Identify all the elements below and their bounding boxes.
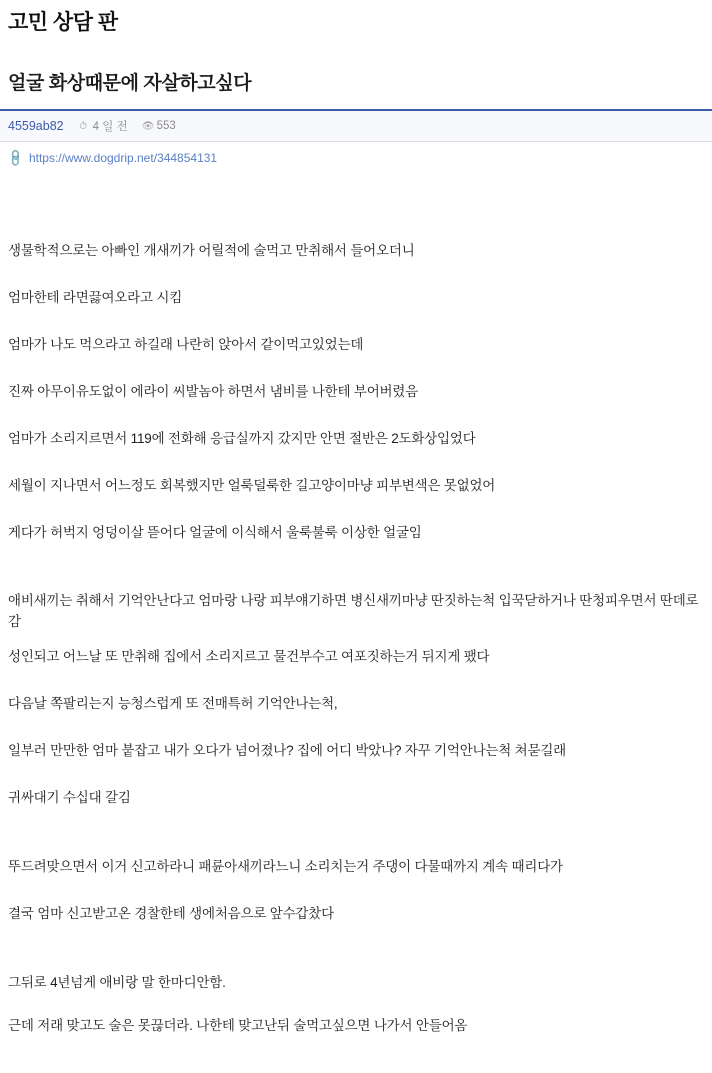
view-count: [142, 120, 176, 132]
post-paragraph: 일부러 만만한 엄마 붙잡고 내가 오다가 넘어졌나? 집에 어디 박았나? 자꾸 기억안나는척 쳐묻길래: [8, 743, 567, 759]
link-icon: 🔗: [5, 147, 26, 169]
post-time-label: 4 일 전: [92, 121, 128, 133]
author-name[interactable]: 4559ab82: [8, 119, 64, 133]
view-count-label: 553: [156, 120, 176, 132]
post-paragraph: 진짜 아무이유도없이 에라이 씨발놈아 하면서 냄비를 나한테 부어버렸음: [8, 383, 419, 399]
post-meta-bar: [0, 109, 712, 142]
page-title: 얼굴 화상때문에 자살하고싶다: [8, 73, 252, 94]
post-paragraph: 엄마가 소리지르면서 119에 전화해 응급실까지 갔지만 안면 절반은 2도화상입었다: [8, 430, 476, 446]
post-paragraph: 세월이 지나면서 어느정도 회복했지만 얼룩덜룩한 길고양이마냥 피부변색은 못없었어: [8, 477, 496, 493]
post-paragraph: 그뒤로 4년넘게 애비랑 말 한마디안함.: [8, 974, 226, 990]
post-paragraph: 결국 엄마 신고받고온 경찰한테 생에처음으로 앞수갑찼다: [8, 905, 334, 921]
clock-icon: ⏱: [79, 120, 88, 132]
post-body: [0, 169, 712, 1073]
post-paragraph: 엄마가 나도 먹으라고 하길래 나란히 앉아서 같이먹고있었는데: [8, 336, 364, 352]
post-paragraph: 애비새끼는 취해서 기억안난다고 엄마랑 나랑 피부얘기하면 병신새끼마냥 딴짓하는척 입꾹닫하거나 딴청피우면서 딴데로 감: [8, 593, 699, 630]
post-time: [78, 118, 128, 134]
post-paragraph: 성인되고 어느날 또 만취해 집에서 소리지르고 물건부수고 여포짓하는거 뒤지게 팼다: [8, 649, 490, 665]
post-paragraph: 근데 저래 맞고도 술은 못끊더라. 나한테 맞고난뒤 술먹고싶으면 나가서 안들어옴: [8, 1017, 468, 1033]
post-paragraph: 생물학적으로는 아빠인 개새끼가 어릴적에 술먹고 만취해서 들어오더니: [8, 243, 415, 258]
post-paragraph: 다음날 쪽팔리는지 능청스럽게 또 전매특허 기억안나는척,: [8, 696, 338, 712]
post-paragraph: 뚜드려맞으면서 이거 신고하라니 패륜아새끼라느니 소리치는거 주댕이 다물때까지 계속 때리다가: [8, 858, 563, 874]
post-paragraph: 엄마한테 라면끓여오라고 시킴: [8, 289, 183, 305]
eye-icon: 👁: [141, 120, 155, 132]
post-link-row: [0, 142, 712, 169]
board-title: 고민 상담 판: [8, 11, 118, 34]
post-paragraph: 귀싸대기 수십대 갈김: [8, 790, 131, 806]
post-paragraph: 게다가 허벅지 엉덩이살 뜯어다 얼굴에 이식해서 울룩불룩 이상한 얼굴임: [8, 524, 422, 540]
post-permalink[interactable]: https://www.dogdrip.net/344854131: [28, 151, 218, 165]
